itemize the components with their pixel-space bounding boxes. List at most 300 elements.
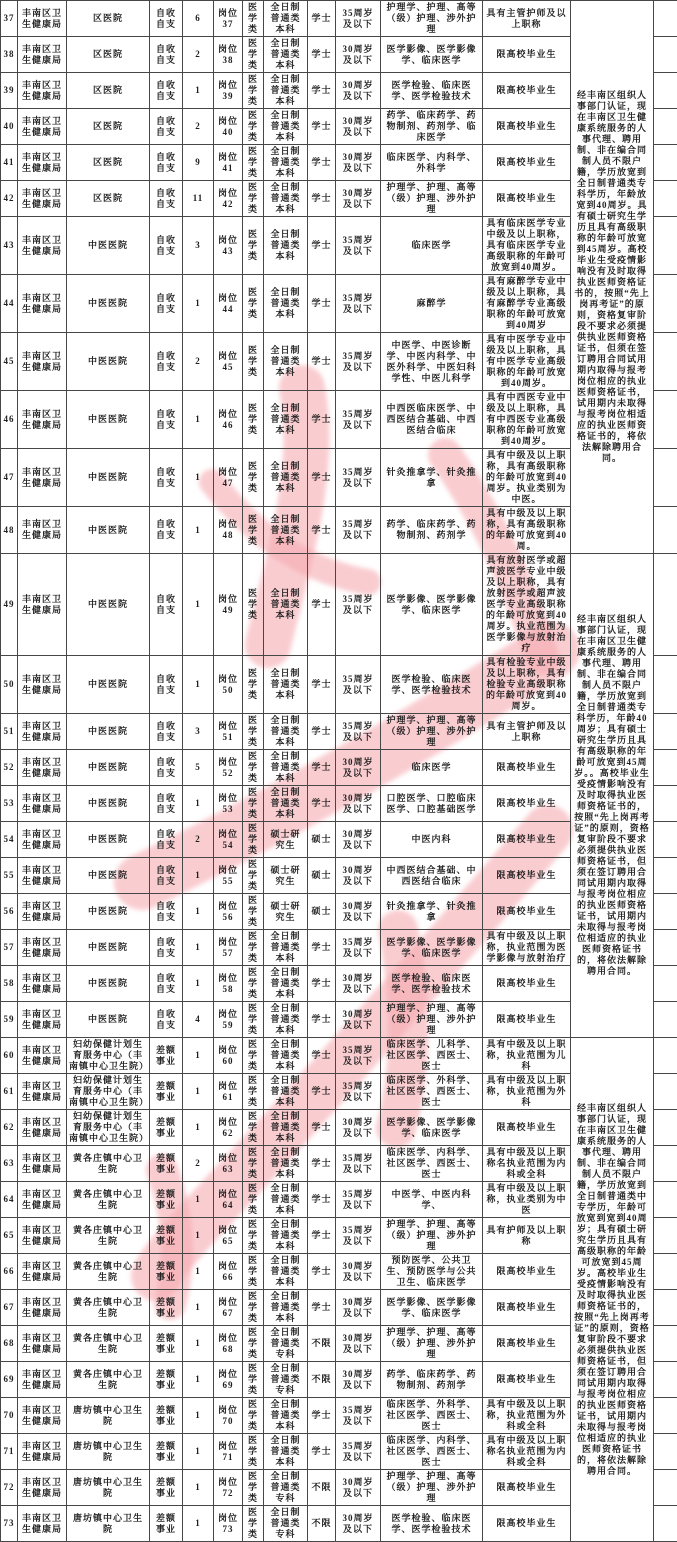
cell-majors: 医学影像、医学影像学、临床医学 [381,37,483,73]
cell-degree: 学士 [308,656,336,714]
cell-unit: 中医医院 [67,449,150,507]
cell-empty [654,449,677,507]
cell-empty [654,391,677,449]
cell-age-limit: 30周岁及以下 [336,966,381,1002]
cell-post: 岗位53 [214,786,243,822]
cell-headcount: 3 [183,217,214,275]
cell-education: 全日制普通类本科 [264,966,308,1002]
cell-unit: 中医医院 [67,217,150,275]
cell-degree: 不限 [308,1326,336,1362]
cell-department: 丰南区卫生健康局 [18,1506,67,1542]
cell-department: 丰南区卫生健康局 [18,1326,67,1362]
cell-post: 岗位48 [214,507,243,554]
cell-post: 岗位45 [214,333,243,391]
cell-department: 丰南区卫生健康局 [18,1254,67,1290]
cell-department: 丰南区卫生健康局 [18,1110,67,1146]
cell-row-number: 58 [1,966,18,1002]
cell-empty [654,1326,677,1362]
cell-category: 医学类 [243,822,264,858]
cell-department: 丰南区卫生健康局 [18,1398,67,1434]
cell-unit: 唐坊镇中心卫生院 [67,1506,150,1542]
cell-headcount: 6 [183,1,214,37]
cell-department: 丰南区卫生健康局 [18,1362,67,1398]
cell-education: 全日制普通类本科 [264,554,308,656]
cell-row-number: 70 [1,1398,18,1434]
cell-degree: 学士 [308,786,336,822]
cell-unit: 中医医院 [67,333,150,391]
cell-row-number: 44 [1,275,18,333]
cell-post: 岗位49 [214,554,243,656]
cell-empty [654,822,677,858]
cell-post: 岗位68 [214,1326,243,1362]
cell-empty [654,275,677,333]
cell-empty [654,930,677,966]
cell-funding: 差额事业 [150,1506,183,1542]
cell-category: 医学类 [243,1254,264,1290]
cell-department: 丰南区卫生健康局 [18,786,67,822]
cell-post: 岗位41 [214,145,243,181]
cell-degree: 学士 [308,966,336,1002]
cell-majors: 医学检验、临床医学、医学检验技术 [381,656,483,714]
cell-majors: 护理学、护理、高等（级）护理、涉外护理 [381,1002,483,1038]
cell-age-limit: 30周岁及以下 [336,1326,381,1362]
cell-empty [654,217,677,275]
cell-department: 丰南区卫生健康局 [18,145,67,181]
cell-age-limit: 30周岁及以下 [336,1002,381,1038]
cell-unit: 妇幼保健计划生育服务中心（丰南镇中心卫生院） [67,1038,150,1074]
cell-headcount: 1 [183,1434,214,1470]
cell-post: 岗位62 [214,1110,243,1146]
cell-department: 丰南区卫生健康局 [18,1470,67,1506]
cell-funding: 差额事业 [150,1038,183,1074]
cell-post: 岗位54 [214,822,243,858]
cell-headcount: 1 [183,966,214,1002]
cell-row-number: 63 [1,1146,18,1182]
cell-funding: 自收自支 [150,930,183,966]
cell-headcount: 1 [183,1470,214,1506]
cell-age-limit: 30周岁及以下 [336,1290,381,1326]
cell-degree: 学士 [308,1290,336,1326]
cell-education: 全日制普通类本科 [264,181,308,217]
cell-headcount: 4 [183,1002,214,1038]
cell-post: 岗位38 [214,37,243,73]
cell-unit: 妇幼保健计划生育服务中心（丰南镇中心卫生院） [67,1074,150,1110]
cell-empty [654,1146,677,1182]
cell-headcount: 1 [183,554,214,656]
cell-majors: 护理学、护理、高等（级）护理、涉外护理 [381,1,483,37]
cell-requirements: 具有临床医学专业中级及以上职称，具有临床医学专业高级职称的年龄可放宽到40周岁。 [483,217,571,275]
cell-row-number: 38 [1,37,18,73]
cell-headcount: 1 [183,1038,214,1074]
cell-department: 丰南区卫生健康局 [18,333,67,391]
cell-headcount: 2 [183,37,214,73]
cell-department: 丰南区卫生健康局 [18,391,67,449]
cell-post: 岗位55 [214,858,243,894]
cell-education: 全日制普通类本科 [264,1146,308,1182]
cell-majors: 药学、临床药学、药物制剂、药剂学、临床医学 [381,109,483,145]
cell-requirements: 具有中级及以上职称，具有高级职称的年龄可放宽到40周岁。执业类别为中医。 [483,449,571,507]
cell-requirements: 具有主管护师及以上职称 [483,1,571,37]
cell-funding: 自收自支 [150,1,183,37]
cell-majors: 中医学、中医诊断学、中医内科学、中医外科学、中医妇科学性、中医儿科学 [381,333,483,391]
cell-empty [654,109,677,145]
cell-funding: 差额事业 [150,1434,183,1470]
cell-headcount: 2 [183,1146,214,1182]
cell-unit: 区医院 [67,37,150,73]
table-row [1,1,677,37]
cell-requirements: 限高校毕业生 [483,1326,571,1362]
cell-headcount: 1 [183,786,214,822]
cell-empty [654,750,677,786]
cell-degree: 学士 [308,217,336,275]
cell-requirements: 具有中医学专业中级及以上职称，具有中医学专业高级职称的年龄可放宽到40周岁。 [483,333,571,391]
cell-department: 丰南区卫生健康局 [18,1038,67,1074]
cell-department: 丰南区卫生健康局 [18,109,67,145]
cell-age-limit: 35周岁及以下 [336,449,381,507]
cell-headcount: 11 [183,181,214,217]
cell-education: 全日制普通类专科 [264,1326,308,1362]
cell-education: 全日制普通类本科 [264,1074,308,1110]
cell-row-number: 42 [1,181,18,217]
cell-majors: 临床医学、内科学、外科学 [381,145,483,181]
cell-education: 硕士研究生 [264,858,308,894]
cell-degree: 学士 [308,554,336,656]
cell-majors: 针灸推拿学、针灸推拿 [381,894,483,930]
cell-category: 医学类 [243,1398,264,1434]
cell-department: 丰南区卫生健康局 [18,449,67,507]
cell-empty [654,37,677,73]
cell-department: 丰南区卫生健康局 [18,894,67,930]
cell-education: 全日制普通类本科 [264,1398,308,1434]
cell-headcount: 1 [183,1182,214,1218]
cell-majors: 中西医临床医学、中西医结合基础、中西医结合临床 [381,391,483,449]
cell-age-limit: 30周岁及以下 [336,858,381,894]
cell-headcount: 1 [183,275,214,333]
cell-headcount: 1 [183,449,214,507]
cell-education: 全日制普通类专科 [264,1470,308,1506]
cell-empty [654,858,677,894]
cell-unit: 黄各庄镇中心卫生院 [67,1362,150,1398]
cell-funding: 自收自支 [150,145,183,181]
cell-majors: 口腔医学、口腔临床医学、口腔基础医学 [381,786,483,822]
cell-category: 医学类 [243,333,264,391]
cell-majors: 护理学、护理、高等（级）护理、涉外护理 [381,1218,483,1254]
cell-empty [654,1002,677,1038]
cell-headcount: 1 [183,656,214,714]
cell-unit: 唐坊镇中心卫生院 [67,1434,150,1470]
cell-unit: 区医院 [67,145,150,181]
cell-majors: 医学影像、医学影像学、临床医学 [381,1290,483,1326]
cell-post: 岗位65 [214,1218,243,1254]
cell-empty [654,554,677,656]
cell-majors: 预防医学、公共卫生、预防医学与公共卫生、临床医学 [381,1254,483,1290]
cell-empty [654,333,677,391]
cell-funding: 差额事业 [150,1326,183,1362]
cell-funding: 自收自支 [150,37,183,73]
cell-category: 医学类 [243,1110,264,1146]
cell-majors: 临床医学、外科学、社区医学、西医士、医士 [381,1398,483,1434]
cell-row-number: 39 [1,73,18,109]
cell-post: 岗位59 [214,1002,243,1038]
cell-requirements: 具有中级及以上职称名执业范围为内科或全科 [483,1146,571,1182]
cell-headcount: 1 [183,894,214,930]
cell-unit: 黄各庄镇中心卫生院 [67,1254,150,1290]
cell-education: 全日制普通类本科 [264,1,308,37]
cell-category: 医学类 [243,1326,264,1362]
cell-funding: 差额事业 [150,1398,183,1434]
cell-row-number: 73 [1,1506,18,1542]
cell-row-number: 40 [1,109,18,145]
cell-funding: 自收自支 [150,1002,183,1038]
cell-degree: 不限 [308,1470,336,1506]
cell-funding: 自收自支 [150,333,183,391]
cell-category: 医学类 [243,181,264,217]
cell-row-number: 61 [1,1074,18,1110]
cell-age-limit: 30周岁及以下 [336,1110,381,1146]
cell-age-limit: 30周岁及以下 [336,181,381,217]
cell-post: 岗位44 [214,275,243,333]
cell-requirements: 限高校毕业生 [483,1362,571,1398]
cell-category: 医学类 [243,1038,264,1074]
cell-education: 全日制普通类本科 [264,507,308,554]
cell-department: 丰南区卫生健康局 [18,275,67,333]
cell-degree: 硕士 [308,858,336,894]
cell-row-number: 49 [1,554,18,656]
cell-majors: 临床医学、儿科学、社区医学、西医士、医士 [381,1038,483,1074]
cell-row-number: 62 [1,1110,18,1146]
cell-funding: 自收自支 [150,894,183,930]
cell-requirements: 限高校毕业生 [483,822,571,858]
cell-unit: 区医院 [67,73,150,109]
cell-age-limit: 30周岁及以下 [336,1362,381,1398]
cell-degree: 不限 [308,1506,336,1542]
cell-empty [654,1110,677,1146]
cell-requirements: 限高校毕业生 [483,1254,571,1290]
cell-department: 丰南区卫生健康局 [18,822,67,858]
cell-row-number: 60 [1,1038,18,1074]
cell-education: 全日制普通类本科 [264,275,308,333]
cell-unit: 中医医院 [67,1002,150,1038]
notes-cell: 经丰南区组织人事部门认证，现在丰南区卫生健康系统服务的人事代理、聘用制、非在编合同制人员不限户籍，学历放宽到全日制普通类专科学历，年龄40周岁；具有硕士研究生学历且具有高级职称的年龄可放宽到45周岁。。高校毕业生受疫情影响没有及时取得执业医师资格证书的，按照“先上岗再考证”的原则，资格复审阶段不要求必须提供执业医师资格证书，但须在签订聘用合同试用期内取得与报考岗位相应的执业医师资格证书，试用期内未取得与报考岗位相适应的执业医师资格证书的，将依法解除聘用合同。 [571,554,654,1038]
cell-funding: 差额事业 [150,1074,183,1110]
cell-age-limit: 30周岁及以下 [336,894,381,930]
cell-row-number: 48 [1,507,18,554]
cell-row-number: 54 [1,822,18,858]
cell-category: 医学类 [243,1290,264,1326]
cell-post: 岗位60 [214,1038,243,1074]
cell-category: 医学类 [243,37,264,73]
cell-unit: 区医院 [67,181,150,217]
cell-headcount: 1 [183,1506,214,1542]
cell-empty [654,786,677,822]
cell-unit: 中医医院 [67,507,150,554]
cell-requirements: 具有麻醉学专业中级及以上职称，具有麻醉学专业高级职称的年龄可放宽到40周岁 [483,275,571,333]
cell-age-limit: 35周岁及以下 [336,217,381,275]
cell-category: 医学类 [243,449,264,507]
cell-education: 全日制普通类本科 [264,217,308,275]
cell-post: 岗位73 [214,1506,243,1542]
cell-degree: 学士 [308,1434,336,1470]
cell-post: 岗位57 [214,930,243,966]
cell-majors: 护理学、护理、高等（级）护理、涉外护理 [381,1470,483,1506]
cell-age-limit: 30周岁及以下 [336,786,381,822]
cell-headcount: 1 [183,930,214,966]
cell-headcount: 2 [183,333,214,391]
cell-category: 医学类 [243,858,264,894]
cell-education: 全日制普通类本科 [264,391,308,449]
cell-category: 医学类 [243,714,264,750]
cell-category: 医学类 [243,1218,264,1254]
cell-unit: 黄各庄镇中心卫生院 [67,1182,150,1218]
cell-empty [654,714,677,750]
cell-age-limit: 35周岁及以下 [336,1038,381,1074]
cell-age-limit: 30周岁及以下 [336,822,381,858]
cell-age-limit: 35周岁及以下 [336,1074,381,1110]
cell-unit: 中医医院 [67,275,150,333]
cell-degree: 学士 [308,73,336,109]
cell-majors: 临床医学、内科学、社区医学、西医士、医士 [381,1146,483,1182]
cell-unit: 黄各庄镇中心卫生院 [67,1326,150,1362]
cell-age-limit: 30周岁及以下 [336,1470,381,1506]
cell-majors: 中医内科 [381,822,483,858]
cell-majors: 中医学、中医内科学、 [381,1182,483,1218]
cell-empty [654,894,677,930]
cell-category: 医学类 [243,145,264,181]
cell-requirements: 限高校毕业生 [483,786,571,822]
cell-majors: 护理学、护理、高等（级）护理、涉外护理 [381,1326,483,1362]
cell-row-number: 71 [1,1434,18,1470]
cell-post: 岗位43 [214,217,243,275]
cell-age-limit: 35周岁及以下 [336,714,381,750]
cell-degree: 学士 [308,275,336,333]
cell-post: 岗位42 [214,181,243,217]
cell-unit: 区医院 [67,1,150,37]
cell-unit: 中医医院 [67,714,150,750]
cell-education: 全日制普通类本科 [264,1218,308,1254]
cell-majors: 护理学、护理、高等（级）护理、涉外护理 [381,181,483,217]
cell-post: 岗位37 [214,1,243,37]
cell-post: 岗位58 [214,966,243,1002]
cell-headcount: 1 [183,1218,214,1254]
cell-headcount: 1 [183,1326,214,1362]
cell-empty [654,1038,677,1074]
cell-headcount: 2 [183,109,214,145]
cell-education: 全日制普通类本科 [264,1182,308,1218]
cell-majors: 药学、临床药学、药物制剂、药剂学 [381,507,483,554]
cell-empty [654,1254,677,1290]
cell-funding: 差额事业 [150,1110,183,1146]
cell-funding: 差额事业 [150,1218,183,1254]
cell-category: 医学类 [243,966,264,1002]
cell-funding: 自收自支 [150,656,183,714]
cell-empty [654,1074,677,1110]
cell-department: 丰南区卫生健康局 [18,1290,67,1326]
cell-unit: 黄各庄镇中心卫生院 [67,1146,150,1182]
cell-majors: 临床医学、外科学、社区医学、西医士、医士 [381,1074,483,1110]
cell-age-limit: 35周岁及以下 [336,1182,381,1218]
cell-age-limit: 30周岁及以下 [336,750,381,786]
cell-department: 丰南区卫生健康局 [18,1,67,37]
cell-funding: 自收自支 [150,109,183,145]
cell-funding: 自收自支 [150,750,183,786]
cell-degree: 学士 [308,507,336,554]
cell-requirements: 限高校毕业生 [483,73,571,109]
cell-category: 医学类 [243,1002,264,1038]
cell-education: 全日制普通类本科 [264,333,308,391]
cell-headcount: 1 [183,1398,214,1434]
cell-post: 岗位69 [214,1362,243,1398]
cell-unit: 中医医院 [67,391,150,449]
cell-row-number: 56 [1,894,18,930]
cell-row-number: 51 [1,714,18,750]
cell-unit: 中医医院 [67,930,150,966]
cell-category: 医学类 [243,1506,264,1542]
cell-funding: 自收自支 [150,554,183,656]
cell-category: 医学类 [243,1434,264,1470]
cell-category: 医学类 [243,275,264,333]
cell-unit: 中医医院 [67,858,150,894]
cell-empty [654,507,677,554]
cell-age-limit: 35周岁及以下 [336,1398,381,1434]
cell-empty [654,73,677,109]
cell-empty [654,1182,677,1218]
cell-degree: 学士 [308,1110,336,1146]
cell-age-limit: 35周岁及以下 [336,333,381,391]
cell-row-number: 47 [1,449,18,507]
cell-category: 医学类 [243,930,264,966]
cell-majors: 临床医学 [381,217,483,275]
cell-funding: 自收自支 [150,73,183,109]
cell-department: 丰南区卫生健康局 [18,966,67,1002]
cell-post: 岗位71 [214,1434,243,1470]
cell-headcount: 1 [183,73,214,109]
cell-department: 丰南区卫生健康局 [18,1074,67,1110]
cell-headcount: 1 [183,1110,214,1146]
cell-requirements: 限高校毕业生 [483,1290,571,1326]
cell-unit: 中医医院 [67,966,150,1002]
cell-unit: 唐坊镇中心卫生院 [67,1470,150,1506]
cell-degree: 学士 [308,333,336,391]
cell-age-limit: 30周岁及以下 [336,145,381,181]
cell-headcount: 1 [183,1254,214,1290]
cell-category: 医学类 [243,656,264,714]
cell-funding: 自收自支 [150,181,183,217]
cell-degree: 学士 [308,37,336,73]
cell-age-limit: 35周岁及以下 [336,656,381,714]
cell-degree: 学士 [308,930,336,966]
cell-row-number: 67 [1,1290,18,1326]
cell-row-number: 52 [1,750,18,786]
cell-row-number: 59 [1,1002,18,1038]
cell-headcount: 9 [183,145,214,181]
cell-degree: 学士 [308,181,336,217]
cell-row-number: 41 [1,145,18,181]
cell-majors: 护理学、护理、高等（级）护理、涉外护理 [381,714,483,750]
cell-category: 医学类 [243,894,264,930]
cell-requirements: 具有中级及以上职称，具有高级职称的年龄可放宽到40周。 [483,507,571,554]
cell-degree: 学士 [308,1254,336,1290]
cell-degree: 学士 [308,1038,336,1074]
cell-post: 岗位39 [214,73,243,109]
cell-post: 岗位51 [214,714,243,750]
cell-row-number: 57 [1,930,18,966]
cell-unit: 中医医院 [67,786,150,822]
cell-category: 医学类 [243,507,264,554]
cell-post: 岗位56 [214,894,243,930]
cell-post: 岗位61 [214,1074,243,1110]
cell-post: 岗位47 [214,449,243,507]
cell-degree: 硕士 [308,822,336,858]
